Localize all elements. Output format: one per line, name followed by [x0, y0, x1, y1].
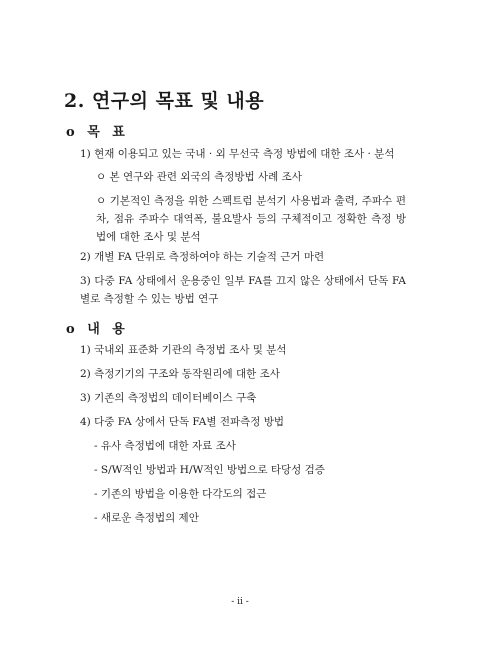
goal-item-2: 2) 개별 FA 단위로 측정하여야 하는 기술적 근거 마련: [80, 251, 325, 263]
page-number: - ii -: [231, 597, 249, 607]
content-subitem-3: - 기존의 방법을 이용한 다각도의 접근: [94, 488, 267, 500]
content-item-1: 1) 국내외 표준화 기관의 측정법 조사 및 분석: [80, 344, 287, 356]
content-item-2: 2) 측정기기의 구조와 동작원리에 대한 조사: [80, 368, 280, 380]
goal-item-3: 3) 다중 FA 상태에서 운용중인 일부 FA를 끄지 않은 상태에서 단독 FA 별로 측정할 수 있는 방법 연구: [80, 275, 406, 305]
content-subitem-4: - 새로운 측정법의 제안: [94, 512, 199, 524]
goal-heading: o 목 표: [66, 125, 129, 140]
content-heading: o 내 용: [66, 322, 129, 337]
content-item-3: 3) 기존의 측정법의 데이터베이스 구축: [80, 392, 257, 404]
content-subitem-1: - 유사 측정법에 대한 자료 조사: [94, 440, 236, 452]
goal-subitem-2: ㅇ 기본적인 측정을 위한 스펙트럼 분석기 사용법과 출력, 주파수 편차, 점유 주파수 대역폭, 불요발사 등의 구체적이고 정확한 측정 방법에 대한 조사 및 분석: [96, 195, 406, 243]
content-item-4: 4) 다중 FA 상에서 단독 FA별 전파측정 방법: [80, 416, 285, 428]
content-subitem-2: - S/W적인 방법과 H/W적인 방법으로 타당성 검증: [94, 464, 325, 476]
goal-subitem-1: ㅇ 본 연구와 관련 외국의 측정방법 사례 조사: [96, 171, 302, 183]
section-title: 2. 연구의 목표 및 내용: [64, 90, 265, 112]
goal-item-1: 1) 현재 이용되고 있는 국내 · 외 무선국 측정 방법에 대한 조사 · 분석: [80, 148, 395, 160]
